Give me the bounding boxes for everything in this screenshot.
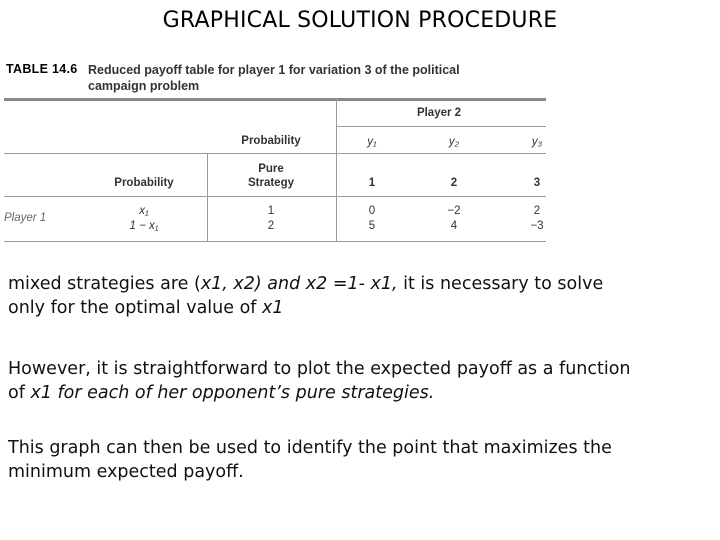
paragraph-1-part-b: x1, x2) and x2 =1- x1,	[200, 274, 398, 294]
paragraph-2-part-b: of	[8, 383, 31, 403]
table-top-rule	[4, 98, 546, 101]
paragraph-1-part-a: mixed strategies are (	[8, 274, 201, 294]
probability-top-header: Probability	[241, 135, 301, 147]
row-2-strategy: 2	[267, 220, 275, 232]
pure-strategy-header	[226, 162, 316, 190]
header-divider-1	[4, 153, 546, 154]
paragraph-1-part-e: x1	[262, 298, 284, 318]
pure-strategy-line-2: Strategy	[247, 177, 295, 189]
table-number: TABLE 14.6	[6, 62, 78, 76]
y2-header: y₂	[448, 136, 460, 148]
row-2-col-3: −3	[530, 220, 544, 232]
row-2-col-2: 4	[450, 220, 458, 232]
table-bottom-rule	[4, 241, 546, 242]
paragraph-1-part-c: it is necessary to solve	[397, 274, 604, 294]
table-title-line-2: campaign problem	[88, 79, 200, 93]
probability-left-header: Probability	[114, 177, 174, 189]
col-3-header: 3	[533, 177, 541, 189]
col-divider-left	[207, 153, 208, 241]
header-divider-2	[4, 196, 546, 197]
row-1-col-1: 0	[368, 205, 376, 217]
paragraph-3: This graph can then be used to identify the point that maximizes the minimum expected payoff.	[8, 438, 612, 482]
col-1-header: 1	[368, 177, 376, 189]
paragraph-1	[8, 272, 708, 320]
table-title-line-1: Reduced payoff table for player 1 for variation 3 of the political	[88, 63, 460, 77]
payoff-table	[4, 98, 546, 244]
player2-header: Player 2	[416, 107, 462, 119]
paragraph-2	[8, 357, 708, 405]
paragraph-2-part-c: x1 for each of her opponent’s pure strategies.	[30, 383, 435, 403]
y3-header: y₃	[531, 136, 543, 148]
col-2-header: 2	[450, 177, 458, 189]
row-1-col-2: −2	[447, 205, 461, 217]
slide-title: GRAPHICAL SOLUTION PROCEDURE	[162, 8, 558, 33]
row-2-col-1: 5	[368, 220, 376, 232]
pure-strategy-line-1: Pure	[258, 163, 284, 175]
col-divider-right	[336, 98, 337, 241]
paragraph-1-part-d: only for the optimal value of	[8, 298, 263, 318]
paragraph-2-part-a: However, it is straightforward to plot the expected payoff as a function	[8, 359, 631, 379]
row-1-col-3: 2	[533, 205, 541, 217]
row-1-probability: x₁	[139, 205, 149, 217]
row-1-strategy: 1	[267, 205, 275, 217]
player2-underline	[336, 126, 546, 127]
y1-header: y₁	[367, 136, 377, 148]
row-2-probability: 1 − x₁	[129, 220, 159, 232]
player1-label: Player 1	[4, 212, 47, 224]
table-title	[88, 62, 528, 94]
